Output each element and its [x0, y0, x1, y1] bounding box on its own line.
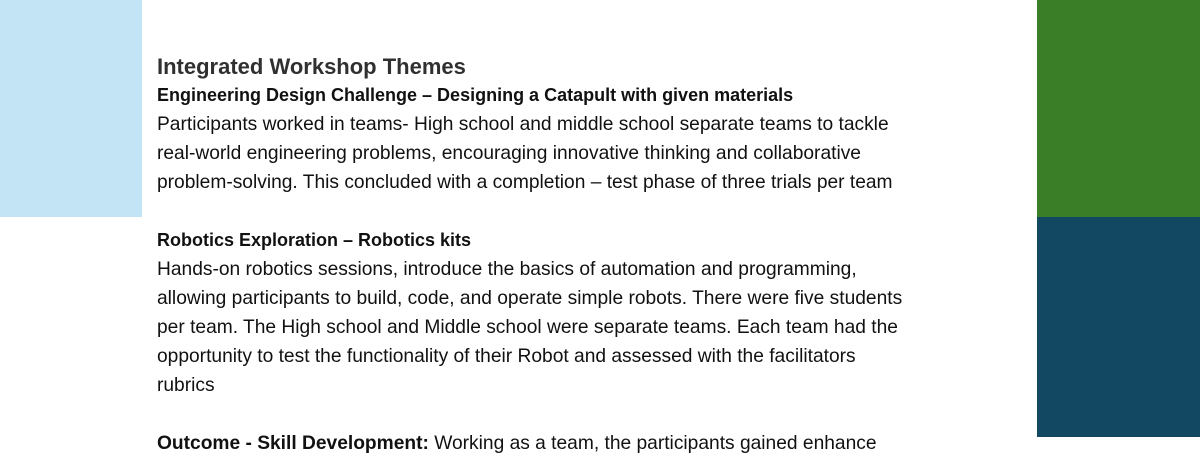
paragraph-line: opportunity to test the functionality of their Robot and assessed with the facilitators — [157, 346, 856, 367]
decorative-green-block — [1037, 0, 1200, 217]
outcome-label: Outcome - Skill Development: — [157, 433, 429, 454]
theme-heading-robotics: Robotics Exploration – Robotics kits — [157, 230, 472, 250]
paragraph-line: rubrics — [157, 375, 215, 396]
paragraph-line: Hands-on robotics sessions, introduce the basics of automation and programming, — [157, 259, 857, 280]
paragraph-line: Participants worked in teams- High school and middle school separate teams to tackle — [157, 114, 889, 135]
outcome-text: Working as a team, the participants gained enhance — [428, 433, 877, 454]
paragraph-line: real-world engineering problems, encouraging innovative thinking and collaborative — [157, 143, 861, 164]
paragraph-line: per team. The High school and Middle school were separate teams. Each team had the — [157, 317, 898, 338]
outcome-paragraph — [157, 429, 1027, 458]
paragraph-line: allowing participants to build, code, and operate simple robots. There were five students — [157, 288, 903, 309]
paragraph-spacer — [157, 197, 1027, 226]
decorative-dark-teal-block — [1037, 217, 1200, 437]
document-body — [157, 52, 1027, 458]
theme-heading-engineering: Engineering Design Challenge – Designing a Catapult with given materials — [157, 85, 794, 105]
decorative-light-blue-block — [0, 0, 142, 217]
theme-paragraph-engineering — [157, 110, 1027, 197]
paragraph-spacer — [157, 400, 1027, 429]
section-title: Integrated Workshop Themes — [157, 54, 466, 79]
paragraph-line: problem-solving. This concluded with a completion – test phase of three trials per team — [157, 172, 893, 193]
theme-paragraph-robotics — [157, 255, 1027, 400]
